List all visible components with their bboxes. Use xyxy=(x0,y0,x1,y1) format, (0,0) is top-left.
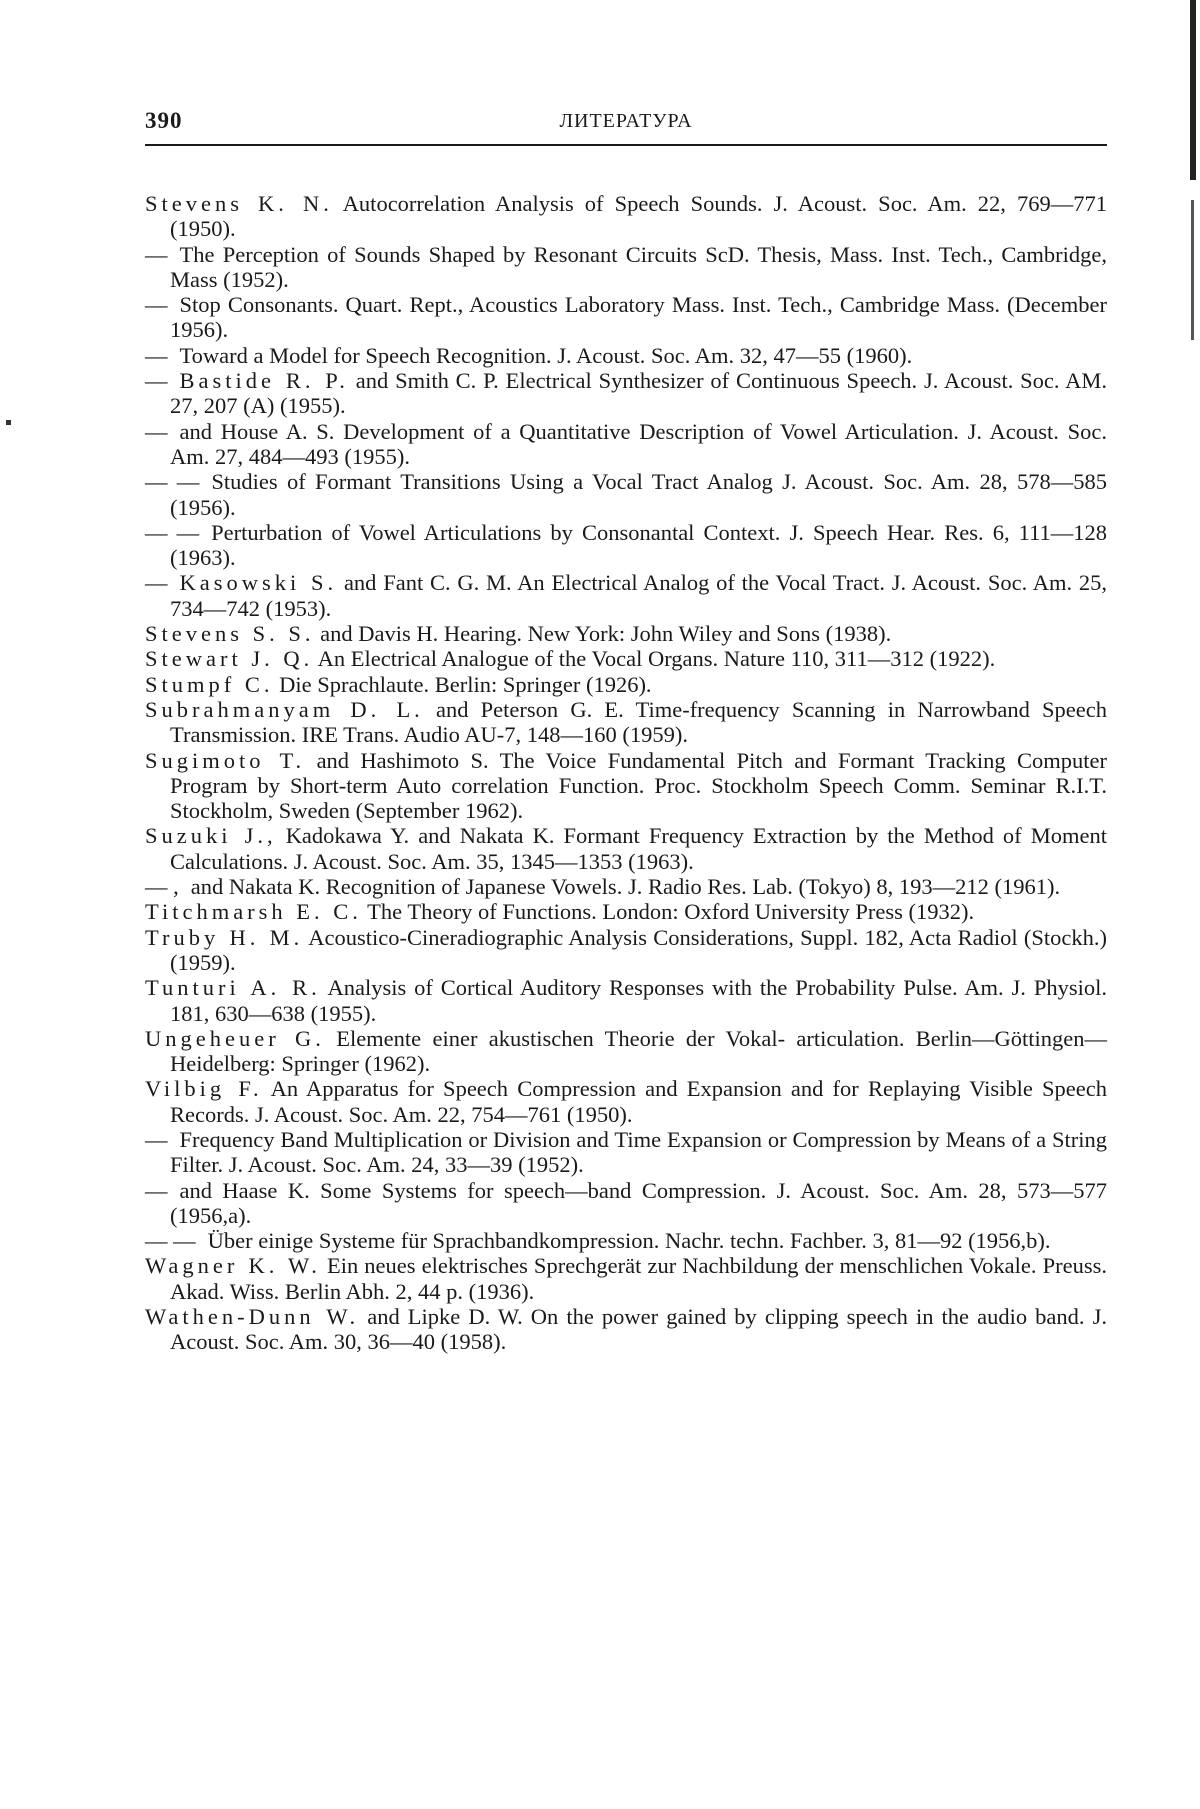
bibliography-entry xyxy=(145,292,1107,343)
entry-text: An Apparatus for Speech Compression and Expansion and for Replaying Visible Speech Records. J. Acoust. Soc. Am. 22, 754—761 (1950). xyxy=(170,1076,1107,1127)
repeat-author-dash: — xyxy=(145,292,168,318)
bibliography-entry xyxy=(145,925,1107,976)
running-title: ЛИТЕРАТУРА xyxy=(559,110,693,132)
entry-author: Ungeheuer G. xyxy=(145,1025,325,1051)
entry-text: and House A. S. Development of a Quantitative Description of Vowel Articulation. J. Acoust. Soc. Am. 27, 484—493 (1955). xyxy=(170,418,1107,469)
entry-author: Vilbig F. xyxy=(145,1076,263,1102)
entry-text: Ein neues elektrisches Sprechgerät zur Nachbildung der menschlichen Vokale. Preuss. Akad. Wiss. Berlin Abh. 2, 44 p. (1936). xyxy=(170,1253,1108,1304)
entry-author: Kasowski S. xyxy=(179,570,338,596)
page-header xyxy=(145,100,1107,144)
repeat-author-dash: — xyxy=(145,570,168,596)
bibliography-entry xyxy=(145,1228,1107,1253)
entry-author: Sugimoto T. xyxy=(145,747,306,773)
entry-text: and Haase K. Some Systems for speech—band Compression. J. Acoust. Soc. Am. 28, 573—577 (1956,a). xyxy=(170,1177,1107,1228)
bibliography-entry xyxy=(145,368,1107,419)
entry-text: Kadokawa Y. and Nakata K. Formant Frequency Extraction by the Method of Moment Calculations. J. Acoust. Soc. Am. 35, 1345—1353 (1963). xyxy=(170,823,1108,874)
repeat-author-dash: — — xyxy=(145,1228,196,1254)
entry-text: Perturbation of Vowel Articulations by Consonantal Context. J. Speech Hear. Res. 6, 111—128 (1963). xyxy=(170,519,1107,571)
bibliography-entry xyxy=(145,1026,1107,1077)
bibliography-entry xyxy=(145,1127,1107,1178)
bibliography-entry xyxy=(145,697,1107,748)
bibliography-entry xyxy=(145,1076,1107,1127)
entry-author: Truby H. M. xyxy=(145,924,304,950)
bibliography-entry xyxy=(145,520,1107,571)
bibliography-entry xyxy=(145,469,1107,520)
repeat-author-dash: — xyxy=(145,1126,168,1152)
bibliography-entry xyxy=(145,570,1107,621)
repeat-author-dash: — xyxy=(145,418,168,444)
entry-text: Stop Consonants. Quart. Rept., Acoustics Laboratory Mass. Inst. Tech., Cambridge Mass. (December 1956). xyxy=(170,292,1107,343)
bibliography-entry xyxy=(145,1253,1107,1304)
entry-text: Studies of Formant Transitions Using a Vocal Tract Analog J. Acoust. Soc. Am. 28, 578—585 (1956). xyxy=(170,469,1107,520)
scan-speck xyxy=(6,420,11,425)
entry-author: Suzuki J., xyxy=(145,823,277,849)
entry-author: Titchmarsh E. C. xyxy=(145,899,362,925)
entry-author: Stevens K. N. xyxy=(145,191,333,216)
entry-text: and Smith C. P. Electrical Synthesizer of Continuous Speech. J. Acoust. Soc. AM. 27, 207 (A) (1955). xyxy=(170,368,1107,419)
entry-text: Über einige Systeme für Sprachbandkompression. Nachr. techn. Fachber. 3, 81—92 (1956,b). xyxy=(207,1228,1051,1254)
entry-author: Stumpf C. xyxy=(145,671,274,697)
repeat-author-dash: — xyxy=(145,1177,168,1203)
entry-text: An Electrical Analogue of the Vocal Organs. Nature 110, 311—312 (1922). xyxy=(317,646,996,672)
bibliography-entry xyxy=(145,899,1107,924)
scan-edge-bar xyxy=(1190,0,1196,180)
bibliography-entry xyxy=(145,823,1107,874)
scan-edge-marks xyxy=(1182,0,1200,1809)
entry-text: Acoustico-Cineradiographic Analysis Considerations, Suppl. 182, Acta Radiol (Stockh.) (1959). xyxy=(170,924,1107,975)
entry-text: and Fant C. G. M. An Electrical Analog of the Vocal Tract. J. Acoust. Soc. Am. 25, 734—742 (1953). xyxy=(170,570,1107,621)
entry-author: Stevens S. S. xyxy=(145,621,315,647)
repeat-author-dash: — — xyxy=(145,469,200,495)
entry-text: Toward a Model for Speech Recognition. J. Acoust. Soc. Am. 32, 47—55 (1960). xyxy=(179,342,913,368)
repeat-author-dash: — xyxy=(145,368,168,394)
bibliography-entry xyxy=(145,975,1107,1026)
entry-text: The Theory of Functions. London: Oxford University Press (1932). xyxy=(367,899,975,925)
bibliography-entry xyxy=(145,419,1107,470)
entry-author: Subrahmanyam D. L. xyxy=(145,696,424,722)
bibliography-entry xyxy=(145,1178,1107,1229)
bibliography-entry xyxy=(145,748,1107,824)
entry-text: and Davis H. Hearing. New York: John Wiley and Sons (1938). xyxy=(320,621,892,647)
bibliography-entry xyxy=(145,874,1107,899)
entry-text: Analysis of Cortical Auditory Responses with the Probability Pulse. Am. J. Physiol. 181, 630—638 (1955). xyxy=(170,975,1107,1026)
entry-author: Wathen-Dunn W. xyxy=(145,1304,360,1330)
scan-edge-bar xyxy=(1191,200,1194,340)
entry-author: Bastide R. P. xyxy=(179,368,349,394)
bibliography-entry xyxy=(145,646,1107,671)
entry-author: Stewart J. Q. xyxy=(145,646,314,672)
entry-text: Frequency Band Multiplication or Division and Time Expansion or Compression by Means of a String Filter. J. Acoust. Soc. Am. 24, 33—39 (1952). xyxy=(170,1126,1107,1178)
bibliography-entry xyxy=(145,672,1107,697)
entry-text: Die Sprachlaute. Berlin: Springer (1926). xyxy=(279,671,652,697)
bibliography-entry xyxy=(145,1304,1107,1355)
entry-text: and Nakata K. Recognition of Japanese Vowels. J. Radio Res. Lab. (Tokyo) 8, 193—212 (1961). xyxy=(190,874,1061,900)
bibliography-entry xyxy=(145,191,1107,242)
entry-author: Tunturi A. R. xyxy=(145,975,321,1001)
entry-text: and Peterson G. E. Time-frequency Scanning in Narrowband Speech Transmission. IRE Trans. Audio AU-7, 148—160 (1959). xyxy=(170,696,1108,748)
repeat-author-dash: — xyxy=(145,342,168,368)
repeat-author-dash: — xyxy=(145,241,168,267)
header-rule xyxy=(145,144,1107,146)
entry-text: and Lipke D. W. On the power gained by clipping speech in the audio band. J. Acoust. Soc. Am. 30, 36—40 (1958). xyxy=(170,1304,1108,1355)
entry-text: Elemente einer akustischen Theorie der Vokal- articulation. Berlin—Göttingen—Heidelberg: Springer (1962). xyxy=(170,1025,1108,1077)
bibliography-entry xyxy=(145,242,1107,293)
bibliography-entry xyxy=(145,343,1107,368)
entry-text: Autocorrelation Analysis of Speech Sounds. J. Acoust. Soc. Am. 22, 769—771 (1950). xyxy=(170,191,1107,242)
entry-text: The Perception of Sounds Shaped by Resonant Circuits ScD. Thesis, Mass. Inst. Tech., Cambridge, Mass (1952). xyxy=(170,241,1107,292)
bibliography-list xyxy=(145,191,1107,1355)
entry-text: and Hashimoto S. The Voice Fundamental Pitch and Formant Tracking Computer Program by Short-term Auto correlation Function. Proc. Stockholm Speech Comm. Seminar R.I.T. Stockholm, Sweden (September 1962). xyxy=(170,747,1108,824)
repeat-author-dash: — , xyxy=(145,874,179,900)
repeat-author-dash: — — xyxy=(145,519,200,545)
bibliography-entry xyxy=(145,621,1107,646)
page-number: 390 xyxy=(145,108,183,133)
entry-author: Wagner K. W. xyxy=(145,1253,321,1279)
